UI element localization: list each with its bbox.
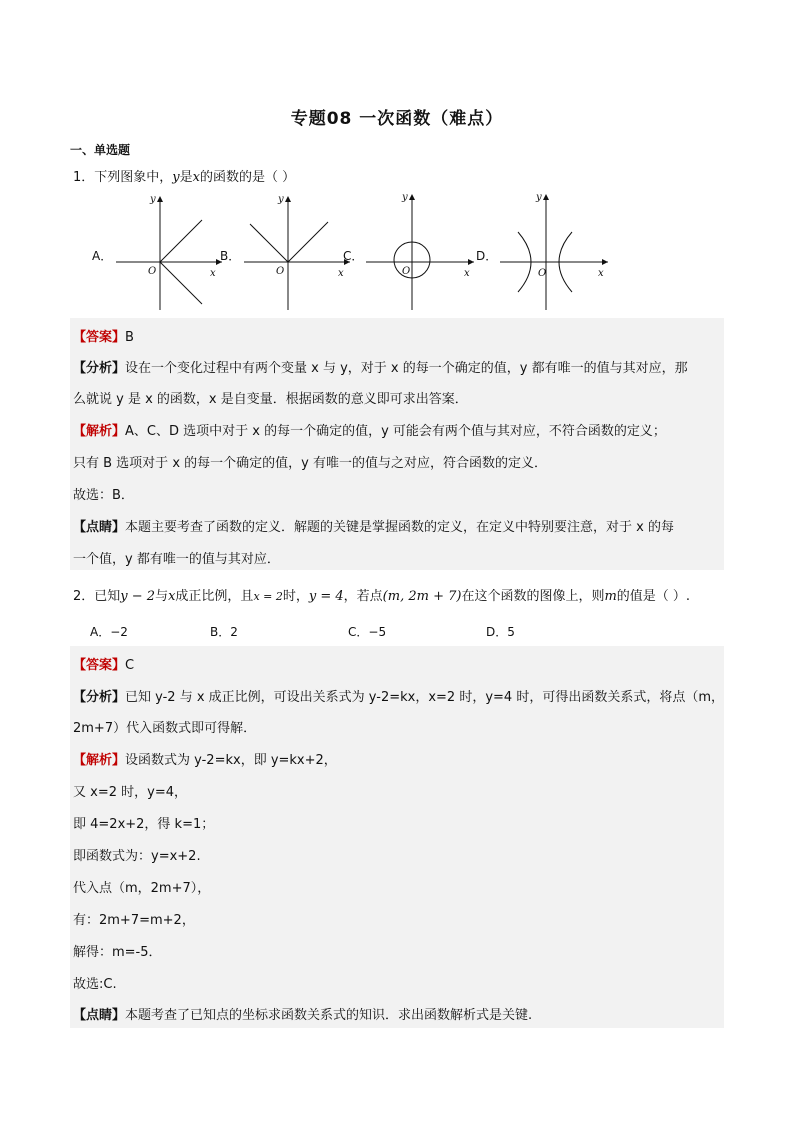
q2-expr-5: (m, 2m + 7) bbox=[382, 589, 462, 604]
q1-a-xlabel: x bbox=[210, 268, 216, 279]
q1-comment-line-2: 一个值，y 都有唯一的值与其对应． bbox=[73, 552, 280, 567]
q2-expr-3: x = 2 bbox=[253, 590, 283, 603]
q1-d-xlabel: x bbox=[598, 268, 604, 279]
q1-comment-line-1 bbox=[73, 516, 674, 535]
q2-option-d-label: D． bbox=[486, 625, 508, 639]
q2-stem bbox=[73, 585, 690, 604]
q2-comment bbox=[73, 1004, 532, 1023]
q1-analysis-line-1 bbox=[73, 357, 688, 376]
q2-option-c-value: −5 bbox=[368, 625, 387, 639]
q2-option-a-value: −2 bbox=[110, 625, 128, 639]
q1-var-y: y bbox=[172, 170, 180, 185]
q1-answer bbox=[73, 326, 134, 345]
q2-text-3: 时， bbox=[282, 589, 309, 604]
q1-comment-tag: 【点睛】 bbox=[73, 520, 126, 535]
q2-solution-text-1: 设函数式为 y-2=kx，即 y=kx+2， bbox=[125, 753, 337, 768]
q2-option-a-label: A． bbox=[90, 625, 111, 639]
q1-c-ylabel: y bbox=[402, 192, 408, 203]
q1-d-ylabel: y bbox=[536, 192, 542, 203]
q2-solution-line-5: 代入点（m，2m+7）， bbox=[73, 881, 211, 896]
q1-analysis-line-2: 么就说 y 是 x 的函数，x 是自变量．根据函数的意义即可求出答案． bbox=[73, 392, 468, 407]
q1-b-ylabel: y bbox=[278, 194, 284, 205]
q2-answer-value: C bbox=[125, 658, 135, 673]
q1-c-origin: O bbox=[402, 266, 411, 277]
q2-solution-line-1 bbox=[73, 749, 337, 768]
page-title: 专题08 一次函数（难点） bbox=[290, 109, 504, 129]
q2-expr-1: y − 2 bbox=[120, 589, 156, 604]
q2-option-b bbox=[210, 623, 238, 640]
q2-text-1: 与 bbox=[155, 589, 169, 604]
q1-b-xlabel: x bbox=[338, 268, 344, 279]
q1-option-d-label: D． bbox=[476, 249, 498, 263]
q1-analysis-tag: 【分析】 bbox=[73, 361, 126, 376]
q2-solution-line-3: 即 4=2x+2，得 k=1； bbox=[73, 817, 215, 832]
q2-choice: 故选:C. bbox=[73, 977, 117, 992]
q2-solution-tag: 【解析】 bbox=[73, 753, 126, 768]
q1-d-origin: O bbox=[538, 268, 547, 279]
q2-text-6: 的值是（ ）. bbox=[616, 589, 691, 604]
q1-graph-c bbox=[362, 190, 480, 312]
q1-a-origin: O bbox=[148, 266, 157, 277]
q1-graph-a bbox=[112, 192, 227, 312]
q1-analysis-text-1: 设在一个变化过程中有两个变量 x 与 y，对于 x 的每一个确定的值，y 都有唯一的值与其对应，那 bbox=[125, 361, 688, 376]
q1-comment-text-1: 本题主要考查了函数的定义．解题的关键是掌握函数的定义，在定义中特别要注意，对于 x 的每 bbox=[125, 520, 674, 535]
q2-solution-line-7: 解得：m=-5． bbox=[73, 945, 162, 960]
q1-answer-tag: 【答案】 bbox=[73, 330, 126, 345]
q2-analysis-line-1 bbox=[73, 686, 724, 705]
q2-solution-line-4: 即函数式为：y=x+2. bbox=[73, 849, 201, 864]
q2-option-b-value: 2 bbox=[230, 625, 238, 639]
q2-option-a bbox=[90, 623, 128, 640]
q1-a-ylabel: y bbox=[150, 194, 156, 205]
q1-var-x: x bbox=[192, 170, 200, 185]
q2-analysis-text-1: 已知 y-2 与 x 成正比例，可设出关系式为 y-2=kx，x=2 时，y=4 时，可得出函数关系式，将点（m， bbox=[125, 690, 724, 705]
q1-stem bbox=[73, 166, 295, 185]
q1-answer-value: B bbox=[125, 330, 134, 345]
q1-option-a-label: A． bbox=[92, 249, 113, 263]
q2-stem-prefix: 2．已知 bbox=[73, 589, 121, 604]
q1-stem-suffix: 的函数的是（ ） bbox=[200, 170, 296, 185]
q2-analysis-tag: 【分析】 bbox=[73, 690, 126, 705]
q2-solution-line-6: 有：2m+7=m+2， bbox=[73, 913, 195, 928]
q1-graph-d bbox=[496, 190, 612, 312]
q2-option-c-label: C． bbox=[348, 625, 369, 639]
q1-solution-tag: 【解析】 bbox=[73, 424, 126, 439]
q2-option-d bbox=[486, 623, 515, 640]
section-heading: 一、单选题 bbox=[70, 143, 131, 157]
q2-answer bbox=[73, 654, 134, 673]
q1-solution-text-1: A、C、D 选项中对于 x 的每一个确定的值，y 可能会有两个值与其对应，不符合函数的定义； bbox=[125, 424, 666, 439]
q2-text-5: 在这个函数的图像上，则 bbox=[461, 589, 605, 604]
q1-choice: 故选：B． bbox=[73, 488, 134, 503]
q2-option-d-value: 5 bbox=[507, 625, 515, 639]
q2-text-2: 成正比例，且 bbox=[175, 589, 254, 604]
q1-solution-line-2: 只有 B 选项对于 x 的每一个确定的值，y 有唯一的值与之对应，符合函数的定义． bbox=[73, 456, 547, 471]
q1-graph-b bbox=[240, 192, 355, 312]
q2-option-b-label: B． bbox=[210, 625, 231, 639]
q1-solution-line-1 bbox=[73, 420, 666, 439]
q1-c-xlabel: x bbox=[464, 268, 470, 279]
q1-stem-prefix: 1．下列图象中， bbox=[73, 170, 173, 185]
q2-analysis-line-2: 2m+7）代入函数式即可得解． bbox=[73, 721, 257, 736]
q1-b-origin: O bbox=[276, 266, 285, 277]
q2-answer-tag: 【答案】 bbox=[73, 658, 126, 673]
q2-solution-line-2: 又 x=2 时，y=4， bbox=[73, 785, 187, 800]
q2-option-c bbox=[348, 623, 386, 640]
q1-option-c-label: C． bbox=[343, 249, 364, 263]
q2-comment-text: 本题考查了已知点的坐标求函数关系式的知识．求出函数解析式是关键. bbox=[125, 1008, 533, 1023]
q2-text-4: ，若点 bbox=[343, 589, 383, 604]
q1-option-b-label: B． bbox=[220, 249, 241, 263]
q2-expr-4: y = 4 bbox=[308, 589, 344, 604]
q2-expr-2: x bbox=[168, 589, 176, 604]
q2-expr-6: m bbox=[604, 589, 617, 604]
q1-stem-mid: 是 bbox=[179, 170, 193, 185]
q2-comment-tag: 【点睛】 bbox=[73, 1008, 126, 1023]
